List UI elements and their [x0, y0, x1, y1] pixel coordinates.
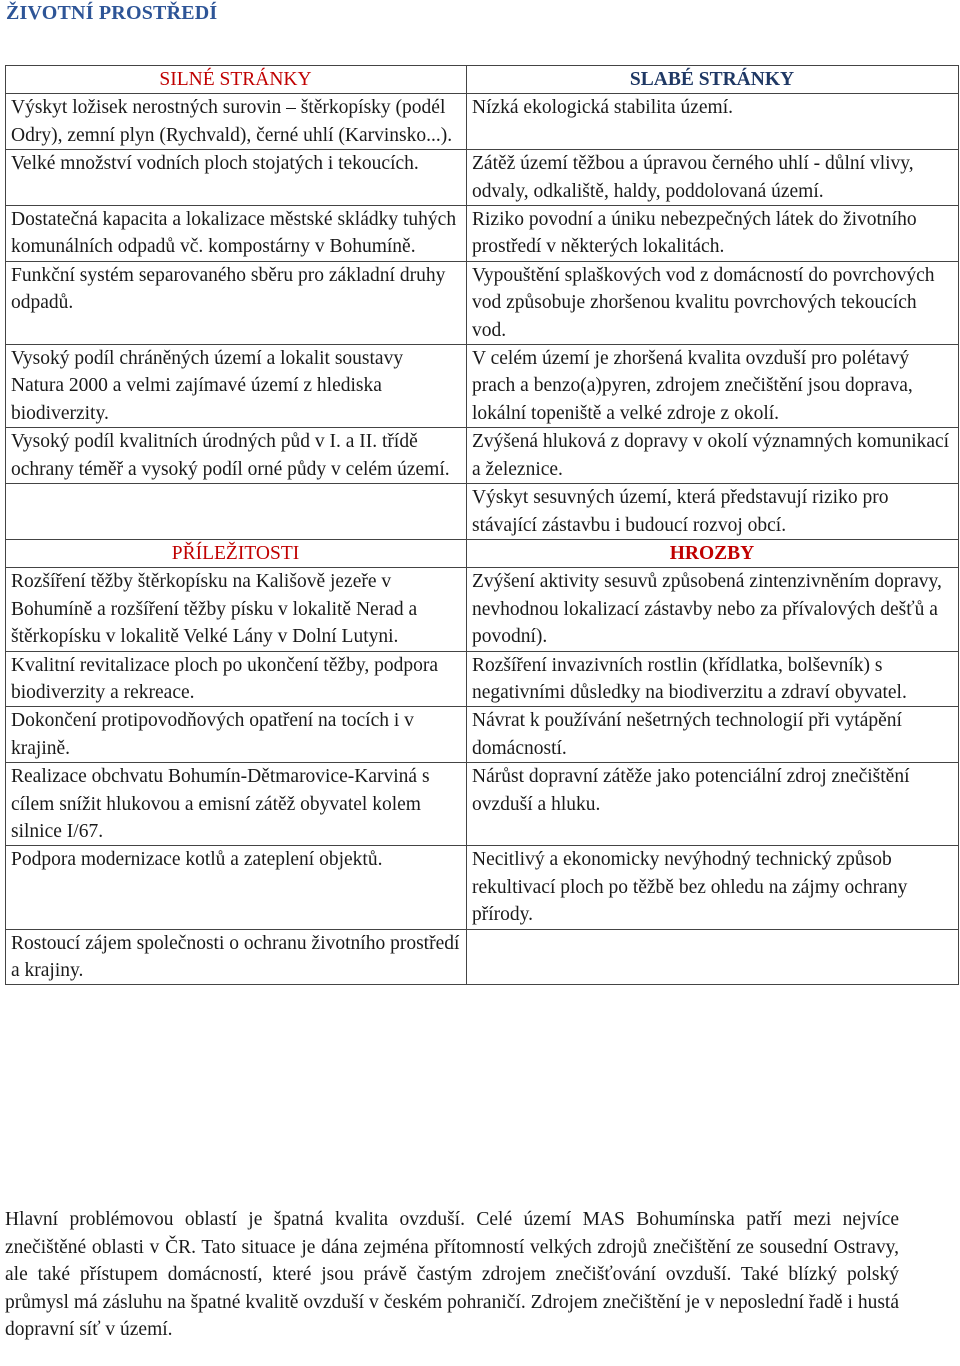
swot-row-12: [6, 846, 959, 929]
opportunity-item: Dokončení protipovodňových opatření na tocích i v krajině.: [11, 710, 414, 759]
strengths-title: SILNÉ STRÁNKY: [6, 66, 467, 94]
swot-table: [5, 65, 959, 985]
swot-row-9: [6, 651, 959, 707]
opportunity-cell: [6, 929, 467, 985]
threat-item: Návrat k používání nešetrných technologií při vytápění domácností.: [472, 710, 902, 759]
swot-row-13: [6, 929, 959, 985]
weakness-item: Zátěž území těžbou a úpravou černého uhlí - důlní vlivy, odvaly, odkaliště, haldy, poddolovaná území.: [472, 153, 914, 202]
weakness-cell: [467, 428, 959, 484]
opportunity-cell: [6, 568, 467, 651]
strength-item: Funkční systém separovaného sběru pro základní druhy odpadů.: [11, 264, 446, 314]
weakness-cell: [467, 206, 959, 262]
strength-item: Vysoký podíl chráněných území a lokalit soustavy Natura 2000 a velmi zajímavé území z hlediska biodiverzity.: [11, 348, 404, 424]
opportunities-title: PŘÍLEŽITOSTI: [6, 539, 467, 567]
threat-item: Necitlivý a ekonomicky nevýhodný technický způsob rekultivací ploch po těžbě bez ohledu na zájmy ochrany přírody.: [472, 849, 908, 926]
opportunity-cell: [6, 846, 467, 929]
weaknesses-title: SLABÉ STRÁNKY: [467, 66, 959, 94]
swot-header-row-2: [6, 539, 959, 567]
weakness-item: Zvýšená hluková z dopravy v okolí významných komunikací a železnice.: [472, 431, 950, 480]
weakness-cell: [467, 94, 959, 150]
weakness-item: Výskyt sesuvných území, která představují riziko pro stávající zástavbu i budoucí rozvoj obcí.: [472, 487, 889, 536]
threat-cell: [467, 707, 959, 763]
strength-cell: [6, 345, 467, 428]
strength-cell: [6, 150, 467, 206]
opportunity-item: Realizace obchvatu Bohumín-Dětmarovice-Karviná s cílem snížit hlukovou a emisní zátěž obyvatel kolem silnice I/67.: [11, 766, 430, 842]
swot-row-10: [6, 707, 959, 763]
swot-row-1: [6, 94, 959, 150]
strength-cell-empty: [6, 484, 467, 540]
swot-row-4: [6, 261, 959, 344]
weakness-item: Nízká ekologická stabilita území.: [472, 97, 733, 119]
swot-row-7: [6, 484, 959, 540]
threat-item: Zvýšení aktivity sesuvů způsobená zintenzivněním dopravy, nevhodnou lokalizací zástavby nebo za přívalových dešťů a povodní).: [472, 571, 942, 648]
strength-cell: [6, 206, 467, 262]
weakness-item: Vypouštění splaškových vod z domácností do povrchových vod způsobuje zhoršenou kvalitu povrchových tekoucích vod.: [472, 264, 935, 341]
opportunity-cell: [6, 651, 467, 707]
strength-cell: [6, 261, 467, 344]
swot-row-2: [6, 150, 959, 206]
strength-item: Vysoký podíl kvalitních úrodných půd v I. a II. třídě ochrany téměř a vysoký podíl orné půdy v celém území.: [11, 431, 450, 480]
threats-title: HROZBY: [467, 539, 959, 567]
opportunity-item: Rostoucí zájem společnosti o ochranu životního prostředí a krajiny.: [11, 932, 460, 981]
opportunity-item: Kvalitní revitalizace ploch po ukončení těžby, podpora biodiverzity a rekreace.: [11, 654, 439, 703]
swot-row-5: [6, 345, 959, 428]
weakness-cell: [467, 484, 959, 540]
threat-cell-empty: [467, 929, 959, 985]
strength-item: Výskyt ložisek nerostných surovin – štěrkopísky (podél Odry), zemní plyn (Rychvald), černé uhlí (Karvinsko...).: [11, 97, 453, 146]
opportunity-cell: [6, 763, 467, 846]
page-heading: ŽIVOTNÍ PROSTŘEDÍ: [6, 2, 218, 24]
weakness-cell: [467, 261, 959, 344]
threat-cell: [467, 568, 959, 651]
weakness-cell: [467, 150, 959, 206]
swot-row-8: [6, 568, 959, 651]
opportunity-item: Rozšíření těžby štěrkopísku na Kališově jezeře v Bohumíně a rozšíření těžby písku v lokalitě Nerad a štěrkopísku v lokalitě Velké Lány v Dolní Lutyni.: [11, 571, 418, 648]
summary-paragraph: Hlavní problémovou oblastí je špatná kvalita ovzduší. Celé území MAS Bohumínska patří mezi nejvíce znečištěné oblasti v ČR. Tato situace je dána zejména přítomností velkých zdrojů znečištění ze sousední Ostravy, ale také přístupem domácností, které jsou právě častým zdrojem znečišťování ovzduší. Také blízký polský průmysl má zásluhu na špatné kvalitě ovzduší v českém pohraničí. Zdrojem znečištění je v neposlední řadě i hustá dopravní síť v území.: [5, 1209, 899, 1340]
swot-row-3: [6, 206, 959, 262]
strength-cell: [6, 428, 467, 484]
opportunity-cell: [6, 707, 467, 763]
threat-cell: [467, 651, 959, 707]
weakness-item: V celém území je zhoršená kvalita ovzduší pro polétavý prach a benzo(a)pyren, zdrojem znečištění jsou doprava, lokální topeniště a velké zdroje z okolí.: [472, 348, 913, 424]
strength-item: Dostatečná kapacita a lokalizace městské skládky tuhých komunálních odpadů vč. kompostárny v Bohumíně.: [11, 209, 457, 258]
strength-cell: [6, 94, 467, 150]
threat-cell: [467, 763, 959, 846]
swot-row-6: [6, 428, 959, 484]
weakness-cell: [467, 345, 959, 428]
threat-cell: [467, 846, 959, 929]
strength-item: Velké množství vodních ploch stojatých i tekoucích.: [11, 153, 419, 175]
threat-item: Rozšíření invazivních rostlin (křídlatka, bolševník) s negativními důsledky na biodiverzitu a zdraví obyvatel.: [472, 654, 907, 703]
threat-item: Nárůst dopravní zátěže jako potenciální zdroj znečištění ovzduší a hluku.: [472, 766, 910, 815]
swot-row-11: [6, 763, 959, 846]
opportunity-item: Podpora modernizace kotlů a zateplení objektů.: [11, 849, 383, 871]
swot-header-row-1: [6, 66, 959, 94]
weakness-item: Riziko povodní a úniku nebezpečných látek do životního prostředí v některých lokalitách.: [472, 209, 917, 258]
